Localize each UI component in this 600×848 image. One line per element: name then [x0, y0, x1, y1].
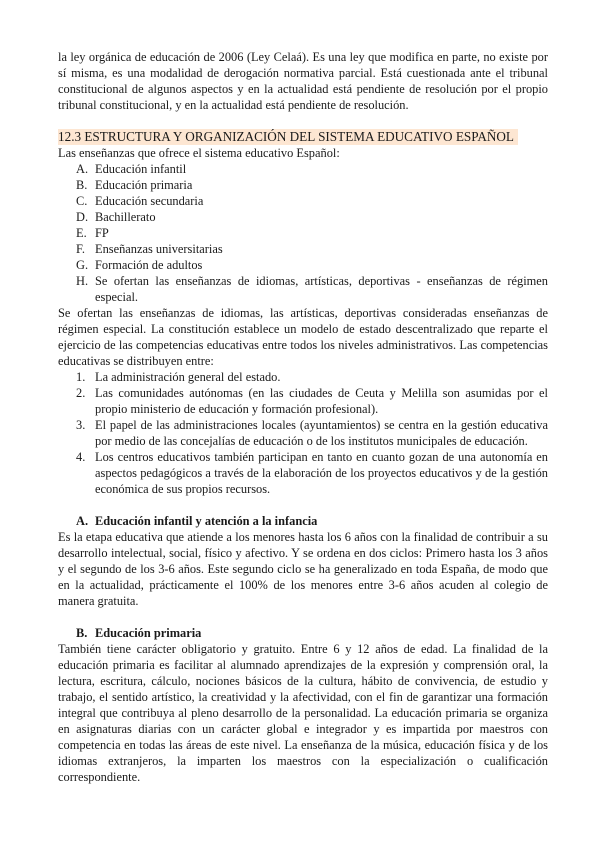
list-marker: 2.	[76, 386, 86, 400]
subsection-marker: A.	[76, 514, 89, 528]
list-marker: E.	[76, 226, 87, 240]
list-item	[58, 257, 548, 273]
list-item-text: La administración general del estado.	[95, 370, 281, 384]
intro-paragraph: la ley orgánica de educación de 2006 (Ley Celaá). Es una ley que modifica en parte, no existe por sí misma, es una modalidad de derogación normativa parcial. Está cuestionada ante el tribunal constitucional de algunos aspectos y en la actualidad está pendiente de resolución por el propio tribunal constitucional, y en la actualidad está pendiente de resolución.	[58, 50, 548, 112]
subsection-title: Educación primaria	[95, 626, 202, 640]
list-item-text: Bachillerato	[95, 210, 156, 224]
list-marker: C.	[76, 194, 88, 208]
subsection-body: Es la etapa educativa que atiende a los menores hasta los 6 años con la finalidad de contribuir a su desarrollo intelectual, social, físico y afectivo. Y se ordena en dos ciclos: Primero hasta los 3 años y el segundo de los 3-6 años. Este segundo ciclo se ha generalizado en toda España, de modo que en la actualidad, prácticamente el 100% de los menores entre 3-6 años acuden al colegio de manera gratuita.	[58, 530, 548, 608]
list-item-text: Formación de adultos	[95, 258, 203, 272]
list-item	[58, 193, 548, 209]
subsection-heading	[58, 625, 548, 641]
list-item	[58, 385, 548, 417]
list-item	[58, 225, 548, 241]
list-item	[58, 177, 548, 193]
list-item	[58, 241, 548, 257]
list-item-text: Las comunidades autónomas (en las ciudades de Ceuta y Melilla son asumidas por el propio ministerio de educación y formación profesional).	[95, 386, 548, 416]
subsection-heading	[58, 513, 548, 529]
list-marker: 1.	[76, 370, 86, 384]
list-item-text: Se ofertan las enseñanzas de idiomas, artísticas, deportivas - enseñanzas de régimen especial.	[95, 274, 548, 304]
list-item-text: Educación secundaria	[95, 194, 204, 208]
list-item-text: El papel de las administraciones locales (ayuntamientos) se centra en la gestión educativa por medio de las concejalías de educación o de los institutos municipales de educación.	[95, 418, 548, 448]
list-marker: H.	[76, 274, 89, 288]
list-item-text: Educación primaria	[95, 178, 193, 192]
list-item-text: Los centros educativos también participan en tanto en cuanto gozan de una autonomía en aspectos pedagógicos a través de la elaboración de los proyectos educativos y de la gestión económica de sus propios recursos.	[95, 450, 548, 496]
subsection-body: También tiene carácter obligatorio y gratuito. Entre 6 y 12 años de edad. La finalidad de la educación primaria es facilitar al alumnado aprendizajes de la expresión y comprensión oral, la lectura, escritura, cálculo, nociones básicos de la cultura, hábito de convivencia, de estudio y trabajo, el sentido artístico, la creatividad y la afectividad, con el fin de garantizar una formación integral que contribuya al pleno desarrollo de la personalidad. La educación primaria se organiza en asignaturas diarias con un carácter global e integrador y es impartida por maestros con competencia en todas las áreas de este nivel. La enseñanza de la música, educación física y de los idiomas extranjeros, la imparten los maestros con la especialización o cualificación correspondiente.	[58, 642, 548, 784]
list-marker: B.	[76, 178, 88, 192]
subsection-marker: B.	[76, 626, 88, 640]
list-marker: 3.	[76, 418, 86, 432]
list-item-text: FP	[95, 226, 109, 240]
list-marker: D.	[76, 210, 89, 224]
subsection-title: Educación infantil y atención a la infancia	[95, 514, 318, 528]
list-item	[58, 449, 548, 497]
list-item	[58, 417, 548, 449]
teachings-list	[58, 161, 548, 305]
section-heading: 12.3 ESTRUCTURA Y ORGANIZACIÓN DEL SISTEMA EDUCATIVO ESPAÑOL	[58, 129, 518, 145]
list-item	[58, 369, 548, 385]
document-page	[58, 49, 548, 785]
list-marker: F.	[76, 242, 85, 256]
competences-paragraph: Se ofertan las enseñanzas de idiomas, las artísticas, deportivas consideradas enseñanzas de régimen especial. La constitución establece un modelo de estado descentralizado que reparte el ejercicio de las competencias educativas entre todos los niveles administrativos. Las competencias educativas se distribuyen entre:	[58, 306, 548, 368]
list-marker: 4.	[76, 450, 86, 464]
lead-in: Las enseñanzas que ofrece el sistema educativo Español:	[58, 146, 340, 160]
list-item	[58, 273, 548, 305]
list-item	[58, 161, 548, 177]
list-marker: G.	[76, 258, 89, 272]
list-item-text: Enseñanzas universitarias	[95, 242, 223, 256]
competences-list	[58, 369, 548, 497]
list-marker: A.	[76, 162, 89, 176]
list-item	[58, 209, 548, 225]
list-item-text: Educación infantil	[95, 162, 187, 176]
